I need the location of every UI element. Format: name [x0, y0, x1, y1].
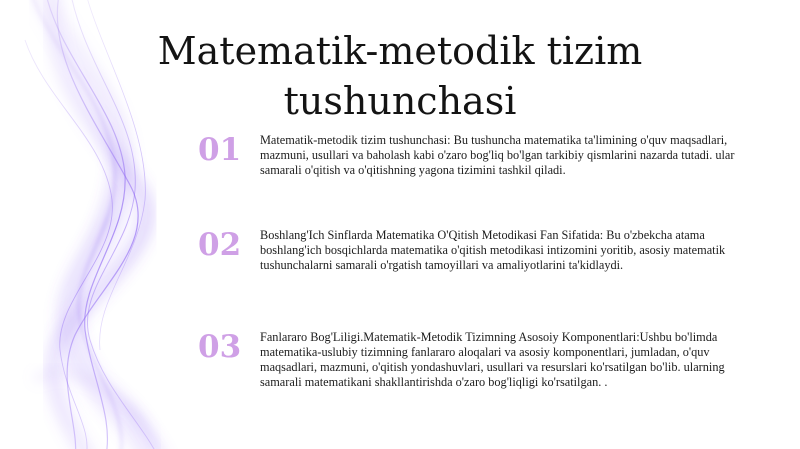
item-number: 03 [198, 329, 242, 365]
item-number: 01 [198, 132, 242, 168]
item-text: Fanlararo Bog'Liligi.Matematik-Metodik Tizimning Asosoiy Komponentlari:Ushbu bo'limda matematika-uslubiy tizimning fanlararo aloqalari va asosiy komponentlari, jumladan, o'quv maqsadlari, mazmuni, o'qitish yondashuvlari, usullari va resurslari ko'rsatilgan bo'lib. ularning samarali matematikani shakllantirishda o'zaro bog'liqligi ko'rsatilgan. . [260, 330, 725, 389]
slide-title: Matematik-metodik tizim tushunchasi [157, 29, 643, 123]
item-number: 02 [198, 227, 242, 263]
item-text: Matematik-metodik tizim tushunchasi: Bu tushuncha matematika ta'limining o'quv maqsadlari, mazmuni, usullari va baholash kabi o'zaro bog'liq bo'lgan tarkibiy qismlarini nazarda tutadi. ular samarali o'qitish va o'qitishning yagona tizimini tashkil qiladi. [260, 133, 735, 177]
item-text: Boshlang'Ich Sinflarda Matematika O'Qitish Metodikasi Fan Sifatida: Bu o'zbekcha atama boshlang'ich bosqichlarda matematika o'qitish metodikasi intizomini yoritib, asosiy matematik tushunchalarni samarali o'rgatish tamoyillari va amaliyotlarini ta'kidlaydi. [260, 228, 726, 272]
